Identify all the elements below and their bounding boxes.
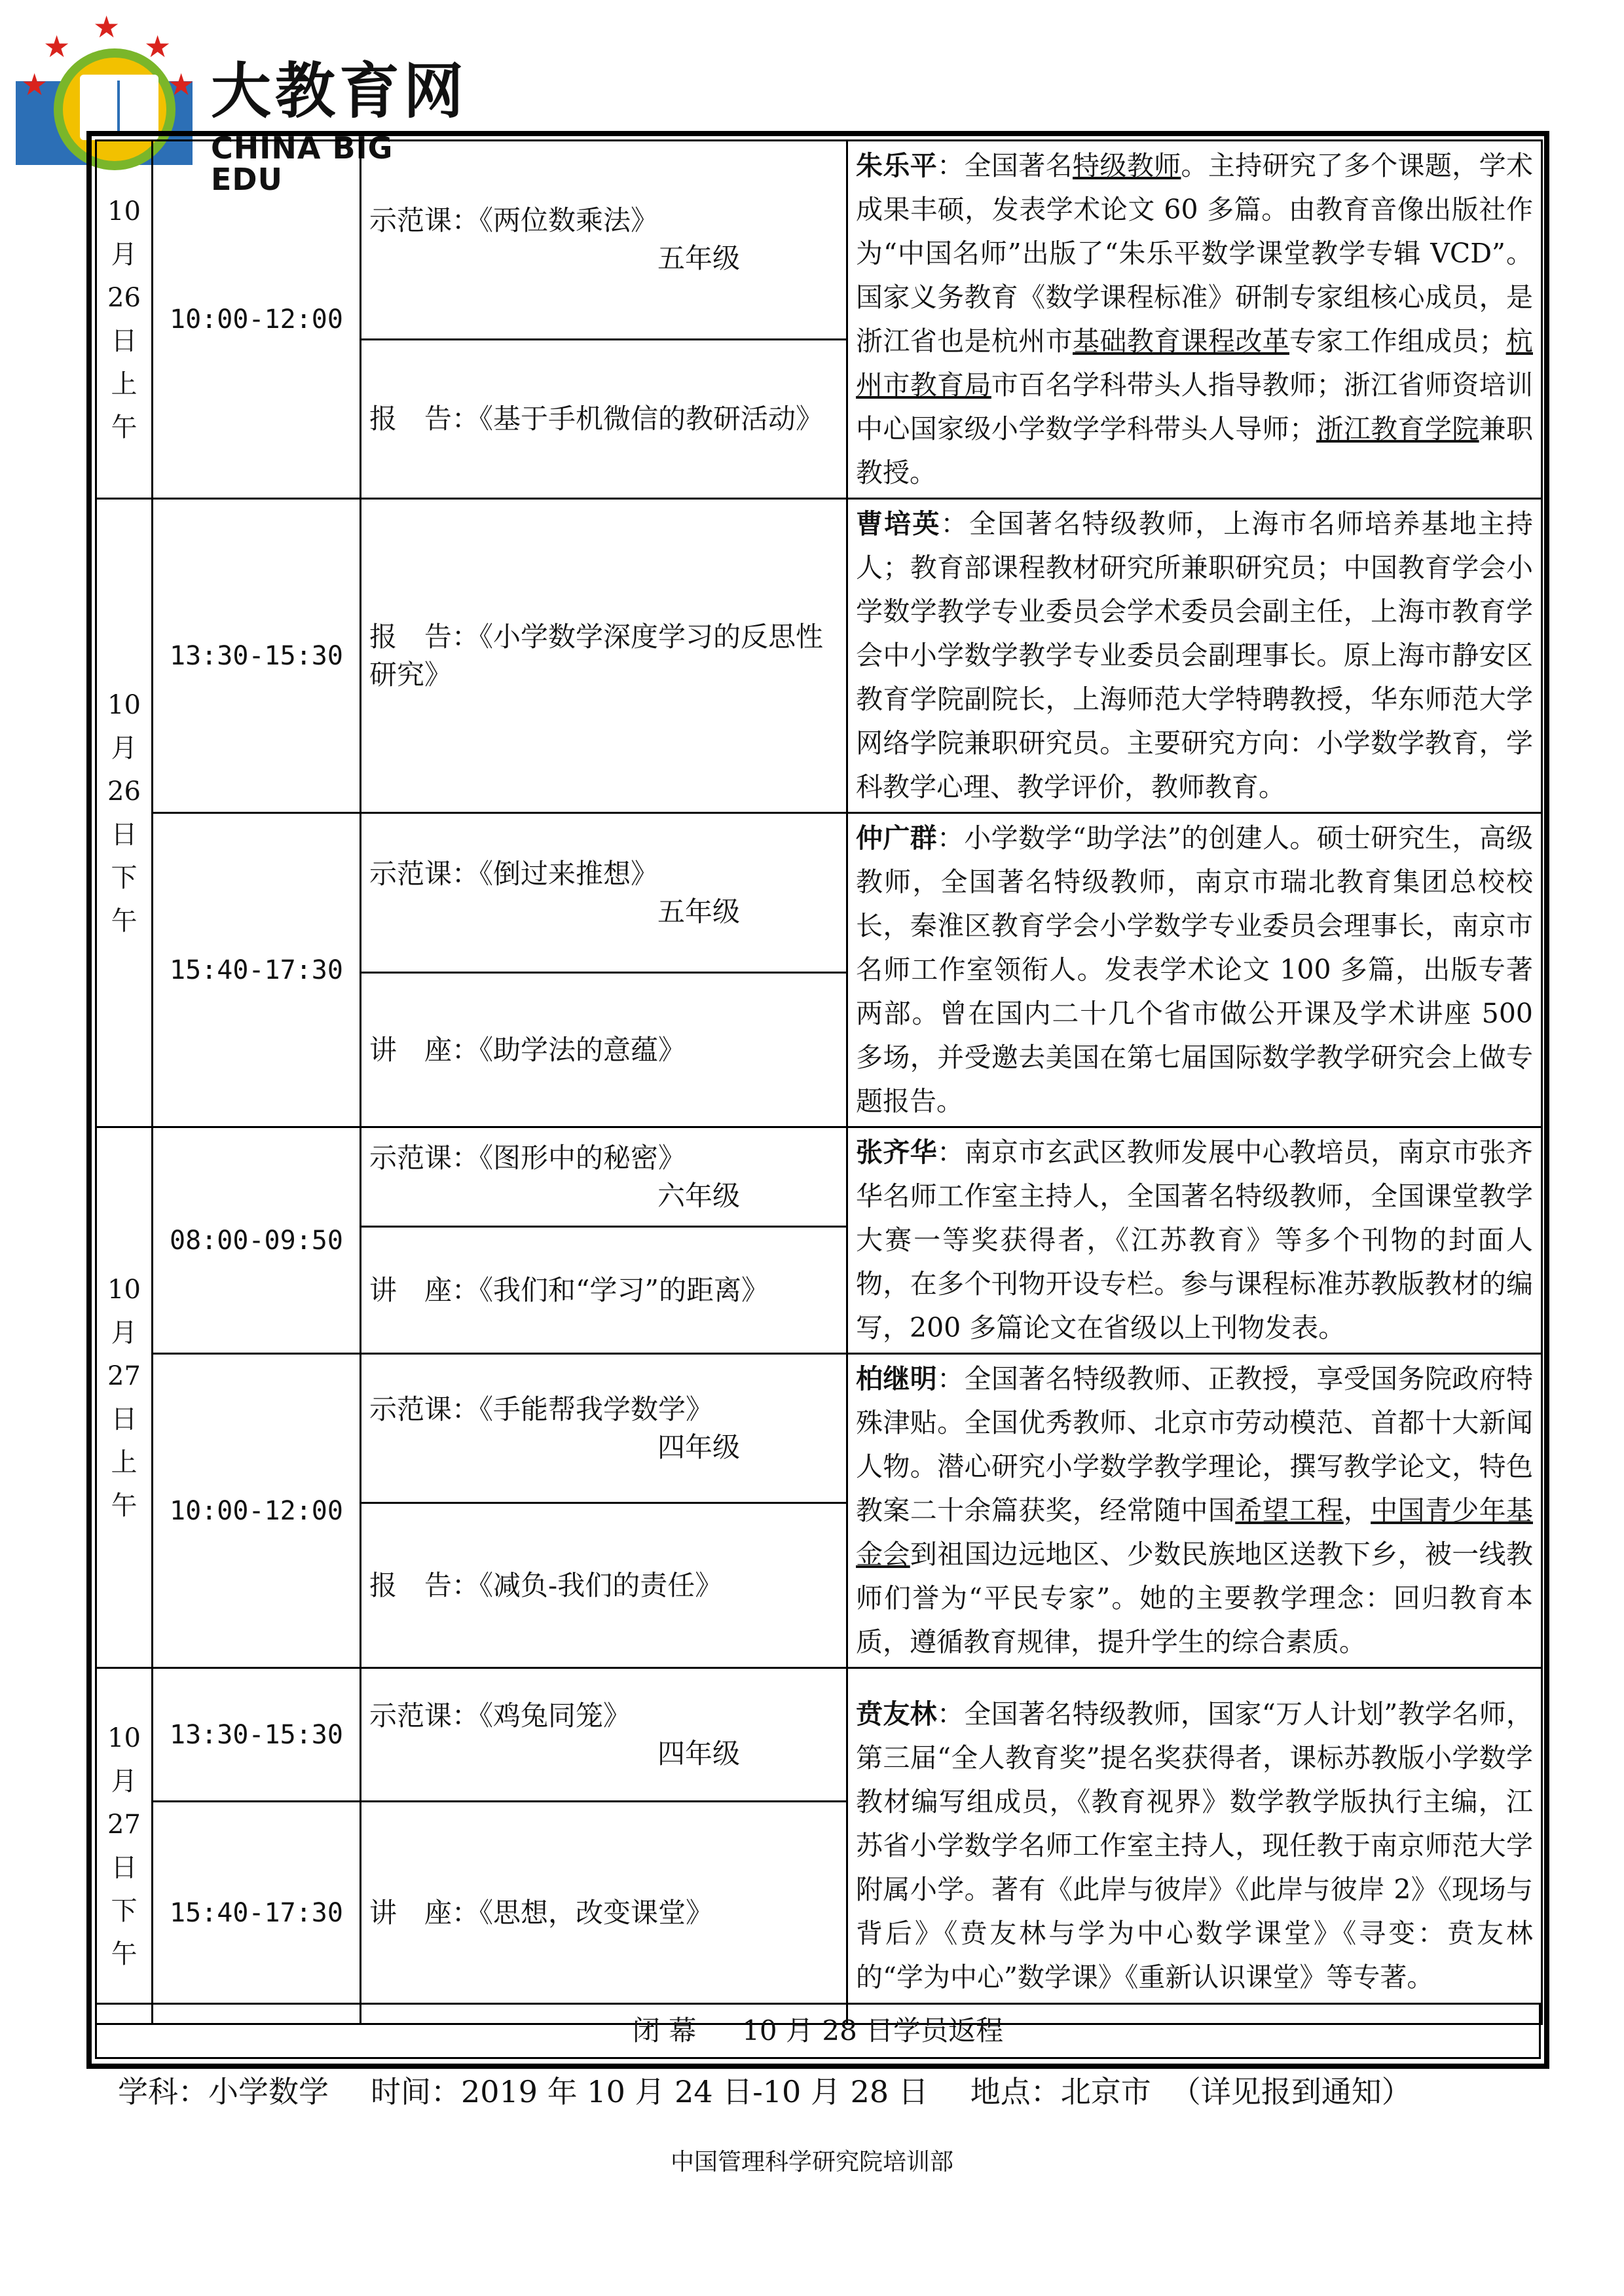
activity-cell: 报 告：《小学数学深度学习的反思性研究》 xyxy=(361,499,847,813)
time-cell: 13:30-15:30 xyxy=(153,1668,361,1802)
time-cell: 15:40-17:30 xyxy=(153,813,361,1127)
place-label: 地点：北京市 xyxy=(970,2074,1151,2109)
activity-cell: 讲 座：《思想，改变课堂》 xyxy=(361,1802,847,2024)
organization-name: 中国管理科学研究院培训部 xyxy=(670,2149,953,2176)
star-icon: ★ xyxy=(43,29,71,64)
subject-label: 学科：小学数学 xyxy=(118,2074,329,2109)
closing-text: 10 月 28 日学员返程 xyxy=(742,2014,1004,2047)
note-label: （详见报到通知） xyxy=(1170,2074,1412,2109)
table-row xyxy=(96,1668,1542,1802)
grade-label: 五年级 xyxy=(657,895,741,928)
table-row xyxy=(96,1354,1542,1503)
speaker-bio: 贲友林：全国著名特级教师，国家“万人计划”教学名师，第三届“全人教育奖”提名奖获得者，课标苏教版小学数学教材编写组成员，《教育视界》数学教学版执行主编，江苏省小学数学名师工作室主持人，现任教于南京师范大学附属小学。著有《此岸与彼岸》《此岸与彼岸 2》《现场与背后》《贲友林与学为中心数学课堂》《寻变：贲友林的“学为中心”数学课》《重新认识课堂》等专著。 xyxy=(847,1668,1542,2024)
grade-label: 四年级 xyxy=(657,1430,741,1463)
time-cell: 13:30-15:30 xyxy=(153,499,361,813)
activity-cell: 报 告：《减负-我们的责任》 xyxy=(361,1503,847,1668)
time-label: 时间：2019 年 10 月 24 日-10 月 28 日 xyxy=(371,2074,929,2109)
schedule-table xyxy=(95,139,1543,2025)
activity-cell: 报 告：《基于手机微信的教研活动》 xyxy=(361,339,847,498)
activity-cell: 示范课：《两位数乘法》 五年级 xyxy=(361,141,847,340)
grade-label: 六年级 xyxy=(657,1179,741,1212)
time-cell: 10:00-12:00 xyxy=(153,1354,361,1668)
time-cell: 08:00-09:50 xyxy=(153,1127,361,1354)
table-row xyxy=(96,813,1542,973)
time-cell: 15:40-17:30 xyxy=(153,1802,361,2024)
star-icon: ★ xyxy=(21,67,48,102)
star-icon: ★ xyxy=(144,29,172,64)
activity-cell: 讲 座：《助学法的意蕴》 xyxy=(361,973,847,1127)
time-cell: 10:00-12:00 xyxy=(153,141,361,499)
activity-cell: 示范课：《手能帮我学数学》 四年级 xyxy=(361,1354,847,1503)
closing-label: 闭 幕 xyxy=(632,2014,697,2047)
grade-label: 四年级 xyxy=(657,1737,741,1770)
table-row xyxy=(96,141,1542,340)
course-info xyxy=(118,2069,1412,2115)
table-row xyxy=(96,1127,1542,1227)
speaker-bio: 朱乐平：全国著名特级教师。主持研究了多个课题，学术成果丰硕，发表学术论文 60 多篇。由教育音像出版社作为“中国名师”出版了“朱乐平数学课堂教学专辑 VCD”。国家义务教育《数学课程标准》研制专家组核心成员，是浙江省也是杭州市基础教育课程改革专家工作组成员；杭州市教育局市百名学科带头人指导教师；浙江省师资培训中心国家级小学数学学科带头人导师；浙江教育学院兼职教授。 xyxy=(847,141,1542,499)
speaker-bio: 张齐华：南京市玄武区教师发展中心教培员，南京市张齐华名师工作室主持人，全国著名特级教师，全国课堂教学大赛一等奖获得者，《江苏教育》等多个刊物的封面人物，在多个刊物开设专栏。参与课程标准苏教版教材的编写，200 多篇论文在省级以上刊物发表。 xyxy=(847,1127,1542,1354)
closing-row xyxy=(95,2003,1541,2059)
speaker-bio: 曹培英：全国著名特级教师，上海市名师培养基地主持人；教育部课程教材研究所兼职研究员；中国教育学会小学数学教学专业委员会学术委员会副主任，上海市教育学会中小学数学教学专业委员会副理事长。原上海市静安区教育学院副院长，上海师范大学特聘教授，华东师范大学网络学院兼职研究员。主要研究方向：小学数学教育，学科教学心理、教学评价，教师教育。 xyxy=(847,499,1542,813)
book-icon xyxy=(80,75,158,140)
star-icon: ★ xyxy=(168,67,195,102)
logo-subtitle: CHINA BIG EDU xyxy=(211,130,394,197)
speaker-bio: 柏继明：全国著名特级教师、正教授，享受国务院政府特殊津贴。全国优秀教师、北京市劳动模范、首都十大新闻人物。潜心研究小学数学教学理论，撰写教学论文，特色教案二十余篇获奖，经常随中国希望工程，中国青少年基金会到祖国边远地区、少数民族地区送教下乡，被一线教师们誉为“平民专家”。她的主要教学理念：回归教育本质，遵循教育规律，提升学生的综合素质。 xyxy=(847,1354,1542,1668)
table-row xyxy=(96,499,1542,813)
logo-title: 大教育网 xyxy=(211,56,468,126)
activity-cell: 讲 座：《我们和“学习”的距离》 xyxy=(361,1227,847,1354)
star-icon: ★ xyxy=(93,9,120,45)
date-cell: 10 月 26 日 下 午 xyxy=(96,499,153,1127)
activity-cell: 示范课：《鸡兔同笼》 四年级 xyxy=(361,1668,847,1802)
date-cell: 10 月 26 日 上 午 xyxy=(96,141,153,499)
activity-cell: 示范课：《倒过来推想》 五年级 xyxy=(361,813,847,973)
activity-cell: 示范课：《图形中的秘密》 六年级 xyxy=(361,1127,847,1227)
date-cell: 10 月 27 日 下 午 xyxy=(96,1668,153,2024)
date-cell: 10 月 27 日 上 午 xyxy=(96,1127,153,1668)
speaker-bio: 仲广群：小学数学“助学法”的创建人。硕士研究生，高级教师，全国著名特级教师，南京市瑞北教育集团总校校长，秦淮区教育学会小学数学专业委员会理事长，南京市名师工作室领衔人。发表学术论文 100 多篇，出版专著两部。曾在国内二十几个省市做公开课及学术讲座 500 多场，并受邀去美国在第七届国际数学教学研究会上做专题报告。 xyxy=(847,813,1542,1127)
grade-label: 五年级 xyxy=(657,242,741,275)
